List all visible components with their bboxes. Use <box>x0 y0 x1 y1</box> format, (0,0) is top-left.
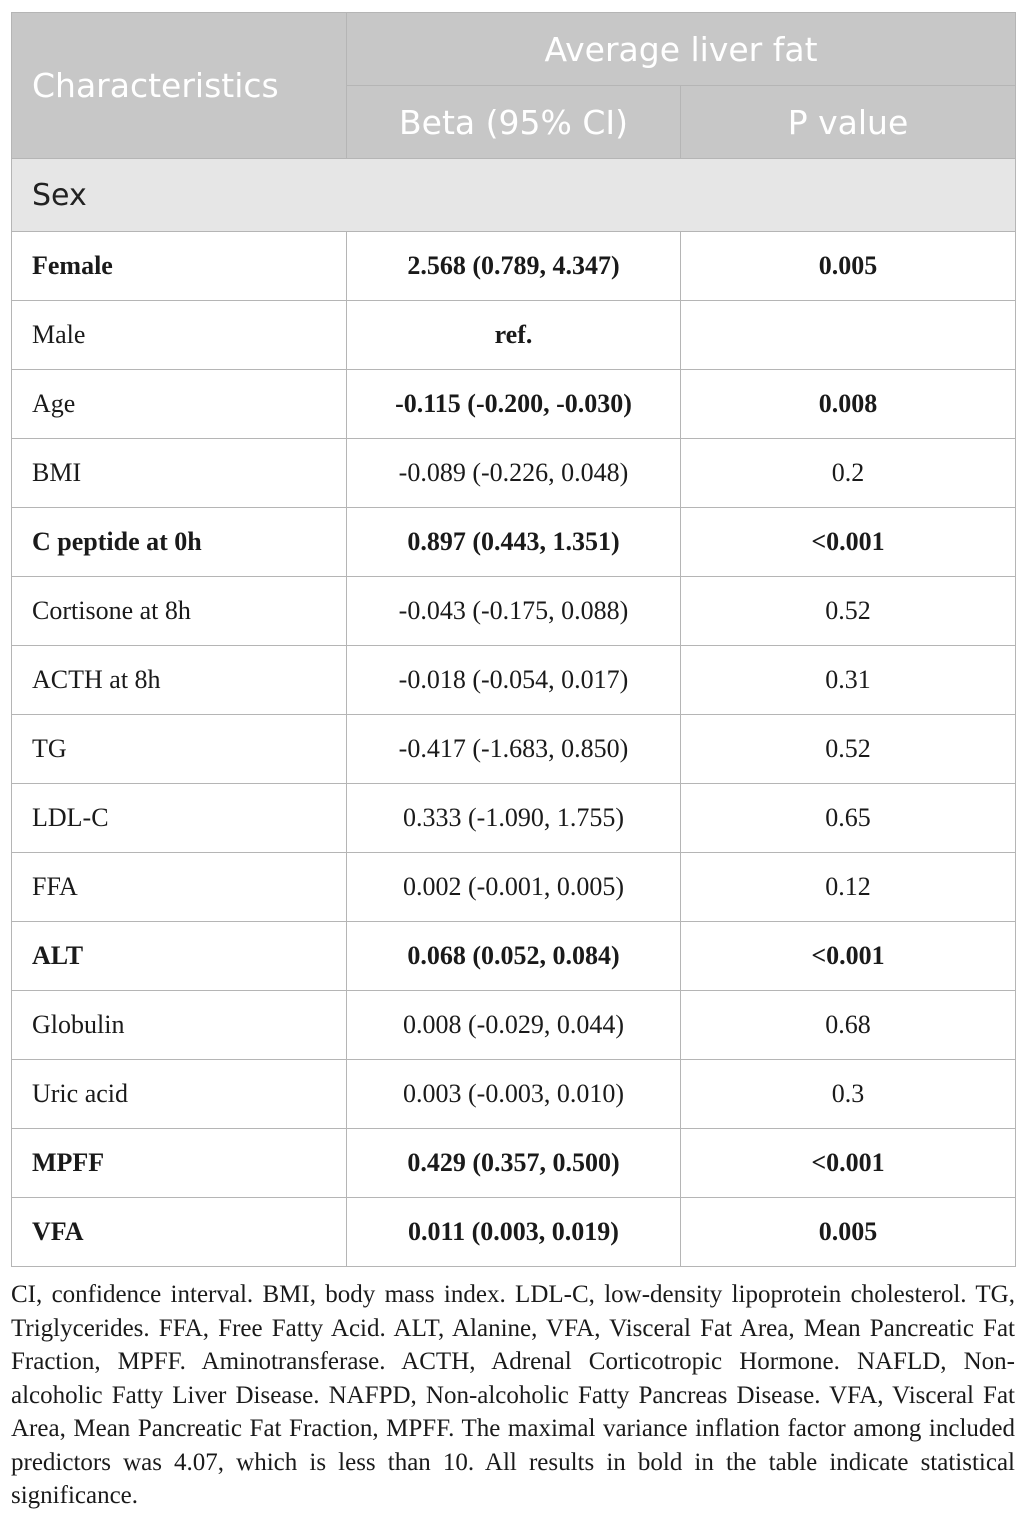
section-row-sex <box>12 159 1016 232</box>
row-p-value: 0.005 <box>681 1198 1016 1267</box>
table-row <box>12 922 1016 991</box>
row-p-value: 0.3 <box>681 1060 1016 1129</box>
table-footnote: CI, confidence interval. BMI, body mass index. LDL-C, low-density lipoprotein cholesterol. TG, Triglycerides. FFA, Free Fatty Acid. ALT, Alanine, VFA, Visceral Fat Area, Mean Pancreatic Fat Fraction, MPFF. Aminotransferase. ACTH, Adrenal Corticotropic Hormone. NAFLD, Non-alcoholic Fatty Liver Disease. NAFPD, Non-alcoholic Fatty Pancreas Disease. VFA, Visceral Fat Area, Mean Pancreatic Fat Fraction, MPFF. The maximal variance inflation factor among included predictors was 4.07, which is less than 10. All results in bold in the table indicate statistical significance. <box>11 1281 1015 1509</box>
table-row <box>12 715 1016 784</box>
header-average-liver-fat: Average liver fat <box>347 13 1016 86</box>
table-row <box>12 577 1016 646</box>
table-row <box>12 508 1016 577</box>
table-row <box>12 301 1016 370</box>
row-p-value: 0.65 <box>681 784 1016 853</box>
row-characteristic: Globulin <box>12 991 347 1060</box>
row-characteristic: Uric acid <box>12 1060 347 1129</box>
row-characteristic: TG <box>12 715 347 784</box>
table-row <box>12 853 1016 922</box>
table-row <box>12 232 1016 301</box>
row-p-value: <0.001 <box>681 508 1016 577</box>
section-label: Sex <box>12 159 1016 232</box>
row-beta-ci: 0.008 (-0.029, 0.044) <box>347 991 681 1060</box>
table-row <box>12 991 1016 1060</box>
row-p-value: 0.31 <box>681 646 1016 715</box>
row-beta-ci: 0.429 (0.357, 0.500) <box>347 1129 681 1198</box>
table-row <box>12 439 1016 508</box>
row-p-value: <0.001 <box>681 1129 1016 1198</box>
row-p-value: 0.68 <box>681 991 1016 1060</box>
row-beta-ci: 0.011 (0.003, 0.019) <box>347 1198 681 1267</box>
row-p-value: <0.001 <box>681 922 1016 991</box>
row-beta-ci: 0.333 (-1.090, 1.755) <box>347 784 681 853</box>
row-p-value: 0.12 <box>681 853 1016 922</box>
row-characteristic: Female <box>12 232 347 301</box>
row-beta-ci: 0.002 (-0.001, 0.005) <box>347 853 681 922</box>
table-row <box>12 784 1016 853</box>
row-characteristic: VFA <box>12 1198 347 1267</box>
row-p-value <box>681 301 1016 370</box>
table-row <box>12 1129 1016 1198</box>
row-beta-ci: 2.568 (0.789, 4.347) <box>347 232 681 301</box>
row-characteristic: BMI <box>12 439 347 508</box>
row-p-value: 0.52 <box>681 577 1016 646</box>
header-p-value: P value <box>681 86 1016 159</box>
row-characteristic: Age <box>12 370 347 439</box>
row-characteristic: Male <box>12 301 347 370</box>
row-characteristic: LDL-C <box>12 784 347 853</box>
row-beta-ci: 0.068 (0.052, 0.084) <box>347 922 681 991</box>
table-row <box>12 1060 1016 1129</box>
row-beta-ci: -0.043 (-0.175, 0.088) <box>347 577 681 646</box>
table-row <box>12 370 1016 439</box>
row-beta-ci: 0.897 (0.443, 1.351) <box>347 508 681 577</box>
header-beta: Beta (95% CI) <box>347 86 681 159</box>
table-header <box>12 13 1016 159</box>
table-body <box>12 159 1016 1267</box>
row-beta-ci: ref. <box>347 301 681 370</box>
row-beta-ci: -0.089 (-0.226, 0.048) <box>347 439 681 508</box>
table-row <box>12 646 1016 715</box>
table-row <box>12 1198 1016 1267</box>
row-p-value: 0.2 <box>681 439 1016 508</box>
row-beta-ci: -0.018 (-0.054, 0.017) <box>347 646 681 715</box>
row-characteristic: Cortisone at 8h <box>12 577 347 646</box>
row-characteristic: MPFF <box>12 1129 347 1198</box>
row-beta-ci: -0.115 (-0.200, -0.030) <box>347 370 681 439</box>
row-p-value: 0.005 <box>681 232 1016 301</box>
header-characteristics: Characteristics <box>12 13 347 159</box>
row-characteristic: C peptide at 0h <box>12 508 347 577</box>
row-beta-ci: 0.003 (-0.003, 0.010) <box>347 1060 681 1129</box>
row-p-value: 0.008 <box>681 370 1016 439</box>
results-table <box>11 12 1016 1267</box>
row-characteristic: FFA <box>12 853 347 922</box>
row-p-value: 0.52 <box>681 715 1016 784</box>
row-beta-ci: -0.417 (-1.683, 0.850) <box>347 715 681 784</box>
row-characteristic: ALT <box>12 922 347 991</box>
results-table-container <box>11 12 1015 1267</box>
row-characteristic: ACTH at 8h <box>12 646 347 715</box>
